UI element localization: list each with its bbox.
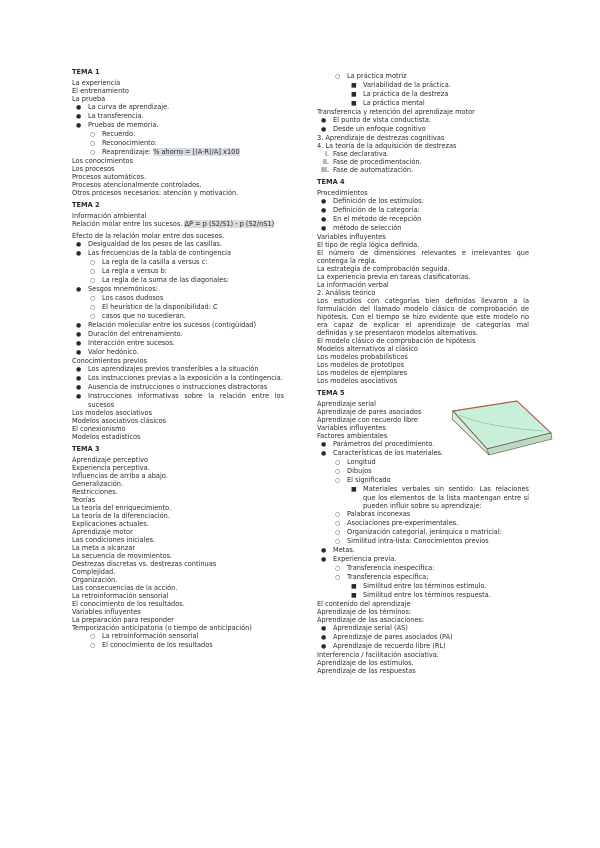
line: El conocimiento de los resultados. bbox=[72, 600, 185, 608]
line: Explicaciones actuales. bbox=[72, 520, 149, 528]
bullet-item: ● Duración del entrenamiento. bbox=[76, 330, 183, 338]
line: El número de dimensiones relevantes e irrelevantes que contenga la regla. bbox=[317, 249, 529, 265]
left-column bbox=[72, 64, 284, 650]
bullet-item: ● La curva de aprendizaje. bbox=[76, 103, 170, 111]
line: La preparación para responder bbox=[72, 616, 174, 624]
line: Efecto de la relación molar entre dos sucesos. bbox=[72, 232, 225, 240]
heading-tema-2: TEMA 2 bbox=[72, 201, 100, 209]
bullet-item: ● Las frecuencias de la tabla de contingencia bbox=[76, 249, 232, 257]
bullet-item: ● Los aprendizajes previos transferibles a la situación bbox=[76, 365, 259, 373]
sub-item: ○ El significado bbox=[335, 476, 391, 484]
line: Influencias de arriba a abajo. bbox=[72, 472, 168, 480]
bullet-item: ● Parámetros del procedimiento. bbox=[321, 440, 435, 448]
line: 2. Análisis teórico bbox=[317, 289, 376, 297]
sub-item: ○ Recuerdo: bbox=[90, 130, 136, 138]
line: El conexionismo bbox=[72, 425, 126, 433]
bullet-item: ● Valor hedónico. bbox=[76, 348, 139, 356]
line: Variables influyentes bbox=[72, 608, 141, 616]
line: La retroinformación sensorial bbox=[72, 592, 169, 600]
bullet-item: ● Los instrucciones previas a la exposición a la contingencia. bbox=[76, 374, 283, 382]
line: Complejidad. bbox=[72, 568, 116, 576]
line: Aprendizaje de los estímulos. bbox=[317, 659, 414, 667]
roman-item: II. Fase de procedimentación. bbox=[323, 158, 422, 166]
line: Temporización anticipatoria (o tiempo de anticipación) bbox=[72, 624, 252, 632]
line: Modelos estadísticos bbox=[72, 433, 141, 441]
line: Aprendizaje serial bbox=[317, 400, 376, 408]
bullet-item: ● Pruebas de memoria. bbox=[76, 121, 159, 129]
line: Aprendizaje de las asociaciones: bbox=[317, 616, 425, 624]
heading-tema-3: TEMA 3 bbox=[72, 445, 100, 453]
bullet-item: ● Definición de la categoría: bbox=[321, 206, 420, 214]
relacion-molar-line: Relación molar entre los sucesos. ΔP = p (S2/S1) - p (S2/nS1) bbox=[72, 220, 275, 228]
square-item: ■ La práctica mental bbox=[351, 99, 425, 107]
sub-item: ○ Similitud intra-lista: Conocimientos previos bbox=[335, 537, 489, 545]
line: La experiencia bbox=[72, 79, 121, 87]
bullet-item: ● La transferencia. bbox=[76, 112, 144, 120]
delta-p-formula: ΔP = p (S2/S1) - p (S2/nS1) bbox=[184, 220, 275, 228]
line: La experiencia previa en tareas clasificatorias. bbox=[317, 273, 471, 281]
line: Los modelos probabilísticos bbox=[317, 353, 408, 361]
bullet-item: ● Características de los materiales. bbox=[321, 449, 444, 457]
line: Aprendizaje con recuerdo libre bbox=[317, 416, 418, 424]
line: La estrategia de comprobación seguida. bbox=[317, 265, 450, 273]
line: Otros procesos necesarios: atención y motivación. bbox=[72, 189, 239, 197]
bullet-item: ● Aprendizaje serial (AS) bbox=[321, 624, 408, 632]
line: Transferencia y retención del aprendizaje motor bbox=[317, 108, 475, 116]
line: 3. Aprendizaje de destrezas cognitivas bbox=[317, 134, 445, 142]
right-column bbox=[317, 72, 529, 675]
line: La teoría de la diferenciación. bbox=[72, 512, 170, 520]
line: Experiencia perceptiva. bbox=[72, 464, 150, 472]
sub-item: ○ La práctica motriz bbox=[335, 72, 407, 80]
line: Los procesos bbox=[72, 165, 115, 173]
bullet-item: ● Desde un enfoque cognitivo bbox=[321, 125, 426, 133]
line: Destrezas discretas vs. destrezas continuas bbox=[72, 560, 217, 568]
bullet-item: ● Desigualdad de los pesos de las casillas. bbox=[76, 240, 223, 248]
bullet-item: ● método de selección bbox=[321, 224, 402, 232]
sub-item: ○ Palabras inconexas bbox=[335, 510, 411, 518]
sub-item: ○ La retroinformación sensorial bbox=[90, 632, 199, 640]
sub-item-reaprendizaje: ○ Reaprendizaje: % ahorro = [(A-R)/A] x100 bbox=[90, 148, 240, 156]
sub-item: ○ El heurístico de la disponibilidad: C bbox=[90, 303, 218, 311]
line: Modelos alternativos al clásico bbox=[317, 345, 418, 353]
line: Aprendizaje de las respuestas bbox=[317, 667, 416, 675]
square-item: ■ La práctica de la destreza bbox=[351, 90, 449, 98]
bullet-item: ● Metas. bbox=[321, 546, 355, 554]
line: Los modelos de prototipos bbox=[317, 361, 405, 369]
line: Teorías bbox=[72, 496, 96, 504]
bullet-item: ● Relación molecular entre los sucesos (contigüidad) bbox=[76, 321, 257, 329]
line: Los modelos de ejemplares bbox=[317, 369, 408, 377]
square-item: ■ Variabilidad de la práctica. bbox=[351, 81, 451, 89]
line: Aprendizaje motor bbox=[72, 528, 133, 536]
line: Procesos automáticos. bbox=[72, 173, 147, 181]
sub-item: ○ Organización categorial, jerárquica o matricial: bbox=[335, 528, 502, 536]
line: Interferencia / facilitación asociativa. bbox=[317, 651, 439, 659]
bullet-item: ● Definición de los estímulos: bbox=[321, 197, 424, 205]
sub-item: ○ La regla de la casilla a versus c: bbox=[90, 258, 208, 266]
line: La teoría del enriquecimiento. bbox=[72, 504, 172, 512]
square-item: ■ Similitud entre los términos respuesta. bbox=[351, 591, 491, 599]
heading-tema-1: TEMA 1 bbox=[72, 68, 100, 76]
line: Procesos atencionalmente controlados. bbox=[72, 181, 202, 189]
line: Variables influyentes bbox=[317, 424, 386, 432]
line: Organización. bbox=[72, 576, 118, 584]
line: 4. La teoría de la adquisición de destrezas bbox=[317, 142, 457, 150]
line: Los modelos asociativos bbox=[317, 377, 398, 385]
line: Las consecuencias de la acción. bbox=[72, 584, 178, 592]
sub-item: ○ La regla de la suma de las diagonales: bbox=[90, 276, 229, 284]
bullet-item: ● Aprendizaje de pares asociados (PA) bbox=[321, 633, 453, 641]
line: Modelos asociativos clásicos bbox=[72, 417, 167, 425]
line: La secuencia de movimientos. bbox=[72, 552, 173, 560]
line: El tipo de regla lógica definida. bbox=[317, 241, 420, 249]
square-item: ■ Materiales verbales sin sentido: Las relaciones que los elementos de la lista mantengan entre sí pueden influir sobre su aprendizaje: bbox=[351, 485, 529, 510]
bullet-item: ● En el método de recepción bbox=[321, 215, 422, 223]
line: Los modelos asociativos bbox=[72, 409, 153, 417]
bullet-item: ● Interacción entre sucesos. bbox=[76, 339, 175, 347]
slab-figure bbox=[447, 397, 557, 457]
line: El modelo clásico de comprobación de hipótesis bbox=[317, 337, 476, 345]
bullet-item: ● Experiencia previa. bbox=[321, 555, 397, 563]
line: Aprendizaje perceptivo bbox=[72, 456, 149, 464]
bullet-item: ● Ausencia de instrucciones o instrucciones distractoras bbox=[76, 383, 268, 391]
line: Aprendizaje de los términos: bbox=[317, 608, 412, 616]
sub-item: ○ Los casos dudosos bbox=[90, 294, 164, 302]
line: Generalización. bbox=[72, 480, 124, 488]
sub-item: ○ Reconocimiento: bbox=[90, 139, 158, 147]
bullet-item: ● Aprendizaje de recuerdo libre (RL) bbox=[321, 642, 446, 650]
sub-item: ○ Transferencia específica: bbox=[335, 573, 429, 581]
sub-item: ○ Asociaciones pre-experimentales. bbox=[335, 519, 459, 527]
line: Procedimientos bbox=[317, 189, 368, 197]
sub-item: ○ Longitud bbox=[335, 458, 376, 466]
sub-item: ○ La regla a versus b: bbox=[90, 267, 167, 275]
line: El contenido del aprendizaje bbox=[317, 600, 411, 608]
paragraph: Los estudios con categorías bien definidas llevaron a la formulación del llamado modelo clásico de comprobación de hipótesis. Con el tiempo se hizo evidente que este modelo no era capaz de explicar el aprendizaje de categorías mal definidas y se presentaron modelos alternativos. bbox=[317, 297, 529, 337]
line: Aprendizaje de pares asociados bbox=[317, 408, 422, 416]
line: Variables influyentes bbox=[317, 233, 386, 241]
line: La información verbal bbox=[317, 281, 389, 289]
line: Las condiciones iniciales. bbox=[72, 536, 156, 544]
sub-item: ○ casos que no sucedieran. bbox=[90, 312, 186, 320]
heading-tema-5: TEMA 5 bbox=[317, 389, 345, 397]
bullet-item: ● Sesgos mnemónicos: bbox=[76, 285, 158, 293]
sub-item: ○ Dibujos bbox=[335, 467, 372, 475]
roman-item: III. Fase de automatización. bbox=[321, 166, 414, 174]
sub-item: ○ Transferencia inespecífica: bbox=[335, 564, 435, 572]
line: Los conocimientos bbox=[72, 157, 133, 165]
line: El entrenamiento bbox=[72, 87, 129, 95]
heading-tema-4: TEMA 4 bbox=[317, 178, 345, 186]
line: Restricciones. bbox=[72, 488, 118, 496]
ahorro-formula: % ahorro = [(A-R)/A] x100 bbox=[153, 148, 240, 156]
bullet-item: ● El punto de vista conductista. bbox=[321, 116, 431, 124]
line: Información ambiental bbox=[72, 212, 147, 220]
roman-item: I. Fase declarativa. bbox=[324, 150, 389, 158]
sub-item: ○ El conocimiento de los resultados bbox=[90, 641, 213, 649]
line: Factores ambientales bbox=[317, 432, 388, 440]
bullet-item: ● Instrucciones informativas sobre la relación entre los sucesos bbox=[76, 392, 284, 409]
line: La meta a alcanzar bbox=[72, 544, 136, 552]
square-item: ■ Similitud entre los términos estímulo. bbox=[351, 582, 487, 590]
line: Conocimientos previos bbox=[72, 357, 147, 365]
line: La prueba bbox=[72, 95, 106, 103]
